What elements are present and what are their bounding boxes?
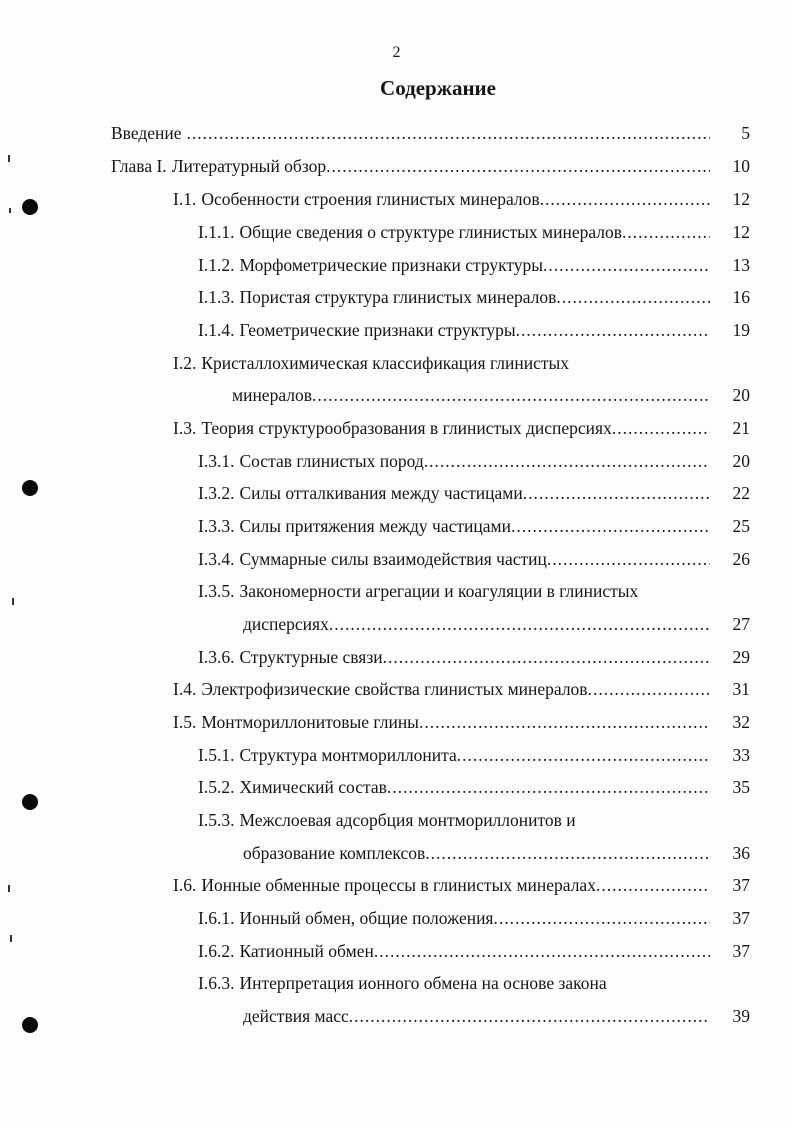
toc-entry-number: I.4. [173, 679, 197, 699]
toc-leader-dots [494, 907, 711, 929]
toc-entry-page: 39 [732, 1006, 750, 1026]
toc-leader-dots [556, 286, 710, 308]
toc-entry-label: Теория структурообразования в глинистых дисперсиях [201, 418, 612, 438]
toc-entry-number: I.5. [173, 712, 197, 732]
scan-speck [8, 885, 10, 892]
toc-leader-dots [349, 1005, 710, 1027]
scan-speck [8, 155, 10, 162]
toc-entry-page: 21 [732, 418, 750, 438]
toc-entry[interactable] [198, 515, 750, 537]
toc-entry[interactable] [198, 972, 750, 994]
toc-entry[interactable] [198, 580, 750, 602]
toc-entry-label: дисперсиях [243, 614, 329, 634]
toc-entry-label: Особенности строения глинистых минералов [201, 189, 540, 209]
toc-entry-page: 12 [732, 222, 750, 242]
toc-entry-label: Кристаллохимическая классификация глинистых [201, 353, 570, 373]
toc-entry-page: 19 [732, 320, 750, 340]
punch-hole [22, 794, 38, 810]
toc-entry-number: I.6.1. [198, 908, 235, 928]
toc-leader-dots [540, 188, 710, 210]
toc-entry-page: 35 [732, 777, 750, 797]
toc-entry-number: I.5.2. [198, 777, 235, 797]
toc-entry-label: Интерпретация ионного обмена на основе закона [239, 973, 607, 993]
toc-leader-dots [419, 711, 710, 733]
toc-entry-page: 20 [732, 451, 750, 471]
toc-entry[interactable] [243, 1005, 750, 1027]
toc-leader-dots [612, 417, 710, 439]
toc-leader-dots [457, 744, 710, 766]
toc-entry[interactable] [173, 352, 750, 374]
toc-entry-number: I.1.3. [198, 287, 235, 307]
toc-entry-label: Морфометрические признаки структуры [239, 255, 544, 275]
toc-entry-page: 36 [732, 843, 750, 863]
toc-entry[interactable] [173, 678, 750, 700]
scan-speck [12, 598, 14, 605]
toc-entry-label: Общие сведения о структуре глинистых минералов [239, 222, 623, 242]
toc-leader-dots [312, 384, 710, 406]
toc-entry[interactable] [198, 548, 750, 570]
toc-entry-number: I.6.2. [198, 941, 235, 961]
toc-entry-number: I.1.2. [198, 255, 235, 275]
toc-entry-label: Структура монтмориллонита [239, 745, 457, 765]
toc-entry-number: I.6.3. [198, 973, 235, 993]
toc-entry-label: Структурные связи [239, 647, 383, 667]
toc-entry-number: I.6. [173, 875, 197, 895]
punch-hole [22, 1017, 38, 1033]
toc-entry-page: 16 [732, 287, 750, 307]
toc-leader-dots [424, 450, 710, 472]
toc-entry-label: Ионные обменные процессы в глинистых минералах [201, 875, 596, 895]
toc-entry[interactable] [232, 384, 750, 406]
toc-entry-number: I.1.1. [198, 222, 235, 242]
toc-leader-dots [387, 776, 710, 798]
toc-entry-page: 10 [732, 156, 750, 176]
toc-entry-label: Геометрические признаки структуры [239, 320, 516, 340]
toc-entry-number: I.3.1. [198, 451, 235, 471]
toc-title: Содержание [380, 76, 496, 100]
toc-entry-label: Пористая структура глинистых минералов [239, 287, 557, 307]
toc-entry-label: Закономерности агрегации и коагуляции в глинистых [239, 581, 639, 601]
scan-speck [10, 935, 12, 942]
toc-entry[interactable] [198, 646, 750, 668]
toc-leader-dots [547, 548, 710, 570]
toc-entry[interactable] [198, 776, 750, 798]
toc-leader-dots [374, 940, 710, 962]
toc-entry-number: I.3.5. [198, 581, 235, 601]
toc-entry-label: действия масс [243, 1006, 349, 1026]
toc-entry[interactable] [198, 254, 750, 276]
scan-speck [9, 208, 11, 213]
toc-entry-page: 37 [732, 908, 750, 928]
toc-entry-page: 31 [732, 679, 750, 699]
toc-leader-dots [383, 646, 710, 668]
toc-entry[interactable] [173, 188, 750, 210]
toc-entry-number: I.3.6. [198, 647, 235, 667]
toc-entry-page: 37 [732, 875, 750, 895]
toc-entry[interactable] [173, 711, 750, 733]
toc-leader-dots [596, 874, 710, 896]
toc-entry-label: Электрофизические свойства глинистых минералов [201, 679, 588, 699]
toc-entry-page: 12 [732, 189, 750, 209]
toc-entry-label: Состав глинистых пород [239, 451, 424, 471]
toc-leader-dots [187, 122, 710, 144]
toc-entry[interactable] [198, 286, 750, 308]
toc-leader-dots [425, 842, 710, 864]
toc-leader-dots [588, 678, 710, 700]
toc-leader-dots [329, 613, 710, 635]
toc-entry[interactable] [173, 874, 750, 896]
toc-entry-page: 37 [732, 941, 750, 961]
toc-entry-label: Монтмориллонитовые глины [201, 712, 419, 732]
toc-entry-label: Катионный обмен [239, 941, 374, 961]
toc-entry-number: I.5.3. [198, 810, 235, 830]
toc-entry-page: 13 [732, 255, 750, 275]
toc-entry-label: Ионный обмен, общие положения [239, 908, 494, 928]
toc-entry[interactable] [198, 940, 750, 962]
toc-entry-number: I.3.2. [198, 483, 235, 503]
toc-entry-label: Межслоевая адсорбция монтмориллонитов и [239, 810, 576, 830]
punch-hole [22, 199, 38, 215]
toc-entry-page: 26 [732, 549, 750, 569]
toc-entry-label: образование комплексов [243, 843, 426, 863]
toc-entry-label: Литературный обзор [171, 156, 327, 176]
toc-entry[interactable] [198, 744, 750, 766]
toc-entry-label: Химический состав [239, 777, 387, 797]
toc-entry-number: I.1.4. [198, 320, 235, 340]
punch-hole [22, 480, 38, 496]
toc-entry[interactable] [198, 482, 750, 504]
toc-entry-label: Суммарные силы взаимодействия частиц [239, 549, 547, 569]
toc-entry-label: минералов [232, 385, 312, 405]
toc-entry[interactable] [198, 907, 750, 929]
toc-entry-page: 25 [732, 516, 750, 536]
toc-entry-number: I.2. [173, 353, 197, 373]
toc-entry-page: 32 [732, 712, 750, 732]
toc-entry-page: 22 [732, 483, 750, 503]
toc-entry[interactable] [173, 417, 750, 439]
toc-leader-dots [511, 515, 710, 537]
toc-entry-number: I.5.1. [198, 745, 235, 765]
toc-leader-dots [326, 155, 710, 177]
toc-leader-dots [543, 254, 710, 276]
toc-leader-dots [516, 319, 710, 341]
toc-entry-number: I.3.4. [198, 549, 235, 569]
toc-entry-number: I.3.3. [198, 516, 235, 536]
toc-entry[interactable] [198, 450, 750, 472]
toc-entry-page: 29 [732, 647, 750, 667]
toc-entry-page: 20 [732, 385, 750, 405]
toc-entry[interactable] [243, 842, 750, 864]
toc-entry[interactable] [111, 122, 750, 144]
toc-entry-page: 5 [741, 123, 750, 143]
toc-entry-page: 27 [732, 614, 750, 634]
toc-entry[interactable] [198, 221, 750, 243]
toc-entry[interactable] [111, 155, 750, 177]
toc-entry-label: Силы притяжения между частицами [239, 516, 511, 536]
toc-leader-dots [523, 482, 710, 504]
toc-entry-page: 33 [732, 745, 750, 765]
toc-entry-number: I.1. [173, 189, 197, 209]
toc-entry-number: Глава I. [111, 156, 167, 176]
toc-entry[interactable] [198, 319, 750, 341]
toc-entry[interactable] [243, 613, 750, 635]
toc-leader-dots [622, 221, 710, 243]
toc-entry-label: Силы отталкивания между частицами [239, 483, 523, 503]
toc-entry[interactable] [198, 809, 750, 831]
toc-entry-number: Введение [111, 123, 182, 143]
page-number: 2 [392, 44, 401, 61]
toc-entry-number: I.3. [173, 418, 197, 438]
